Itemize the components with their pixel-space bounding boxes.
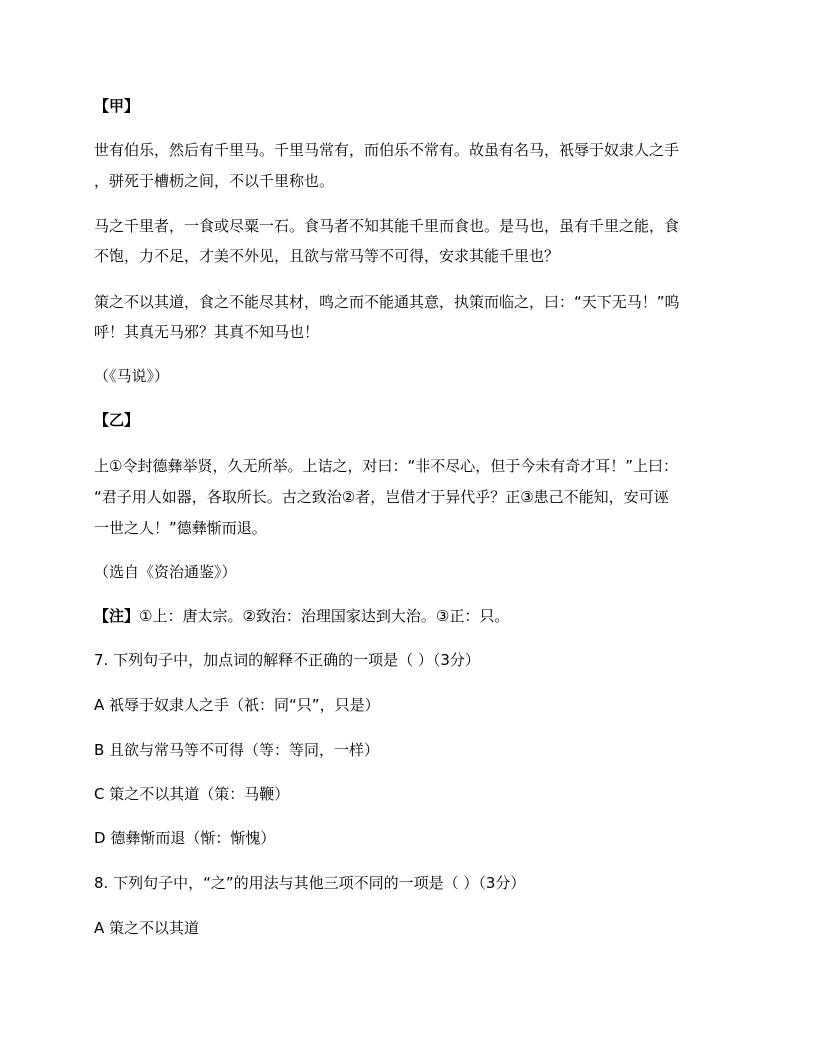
passage-jia-source: （《马说》）	[94, 367, 170, 385]
passage-yi-p1-line2: “君子用人如器，各取所长。古之致治②者，岂借才于异代乎？正③患己不能知，安可诬	[94, 488, 669, 506]
passage-jia-p2-line1: 马之千里者，一食或尽粟一石。食马者不知其能千里而食也。是马也，虽有千里之能，食	[94, 217, 680, 235]
notes-text: ①上：唐太宗。②致治：治理国家达到大治。③正：只。	[139, 607, 510, 625]
passage-jia-p3-line1: 策之不以其道，食之不能尽其材，鸣之而不能通其意，执策而临之，曰：“天下无马！”呜	[94, 293, 680, 311]
passage-yi-heading: 【乙】	[94, 411, 140, 429]
passage-jia-p1-line2: ，骈死于槽枥之间，不以千里称也。	[94, 172, 335, 190]
passage-yi-source: （选自《资治通鉴》）	[94, 563, 237, 581]
passage-yi-p1-line1: 上①令封德彝举贤，久无所举。上诘之，对曰：“非不尽心，但于今未有奇才耳！”上曰：	[94, 457, 678, 475]
passage-jia-p2-line2: 不饱，力不足，才美不外见，且欲与常马等不可得，安求其能千里也？	[94, 247, 560, 265]
question-7-option-c: C 策之不以其道（策：马鞭）	[94, 785, 290, 803]
question-7-option-a: A 祇辱于奴隶人之手（祇：同“只”，只是）	[94, 696, 380, 714]
notes-line	[94, 606, 734, 626]
passage-jia-heading: 【甲】	[94, 97, 140, 115]
passage-jia-p3-line2: 呼！其真无马邪？其真不知马也！	[94, 323, 320, 341]
question-7-option-d: D 德彝惭而退（惭：惭愧）	[94, 829, 276, 847]
question-7-option-b: B 且欲与常马等不可得（等：等同，一样）	[94, 741, 380, 759]
question-8-option-a: A 策之不以其道	[94, 919, 200, 937]
question-8-stem: 8. 下列句子中，“之”的用法与其他三项不同的一项是（ ）（3分）	[94, 874, 526, 892]
question-7-stem: 7. 下列句子中，加点词的解释不正确的一项是（ ）（3分）	[94, 651, 480, 669]
passage-jia-p1-line1: 世有伯乐，然后有千里马。千里马常有，而伯乐不常有。故虽有名马，祇辱于奴隶人之手	[94, 141, 680, 159]
notes-label: 【注】	[94, 607, 140, 625]
passage-yi-p1-line3: 一世之人！”德彝惭而退。	[94, 519, 267, 537]
